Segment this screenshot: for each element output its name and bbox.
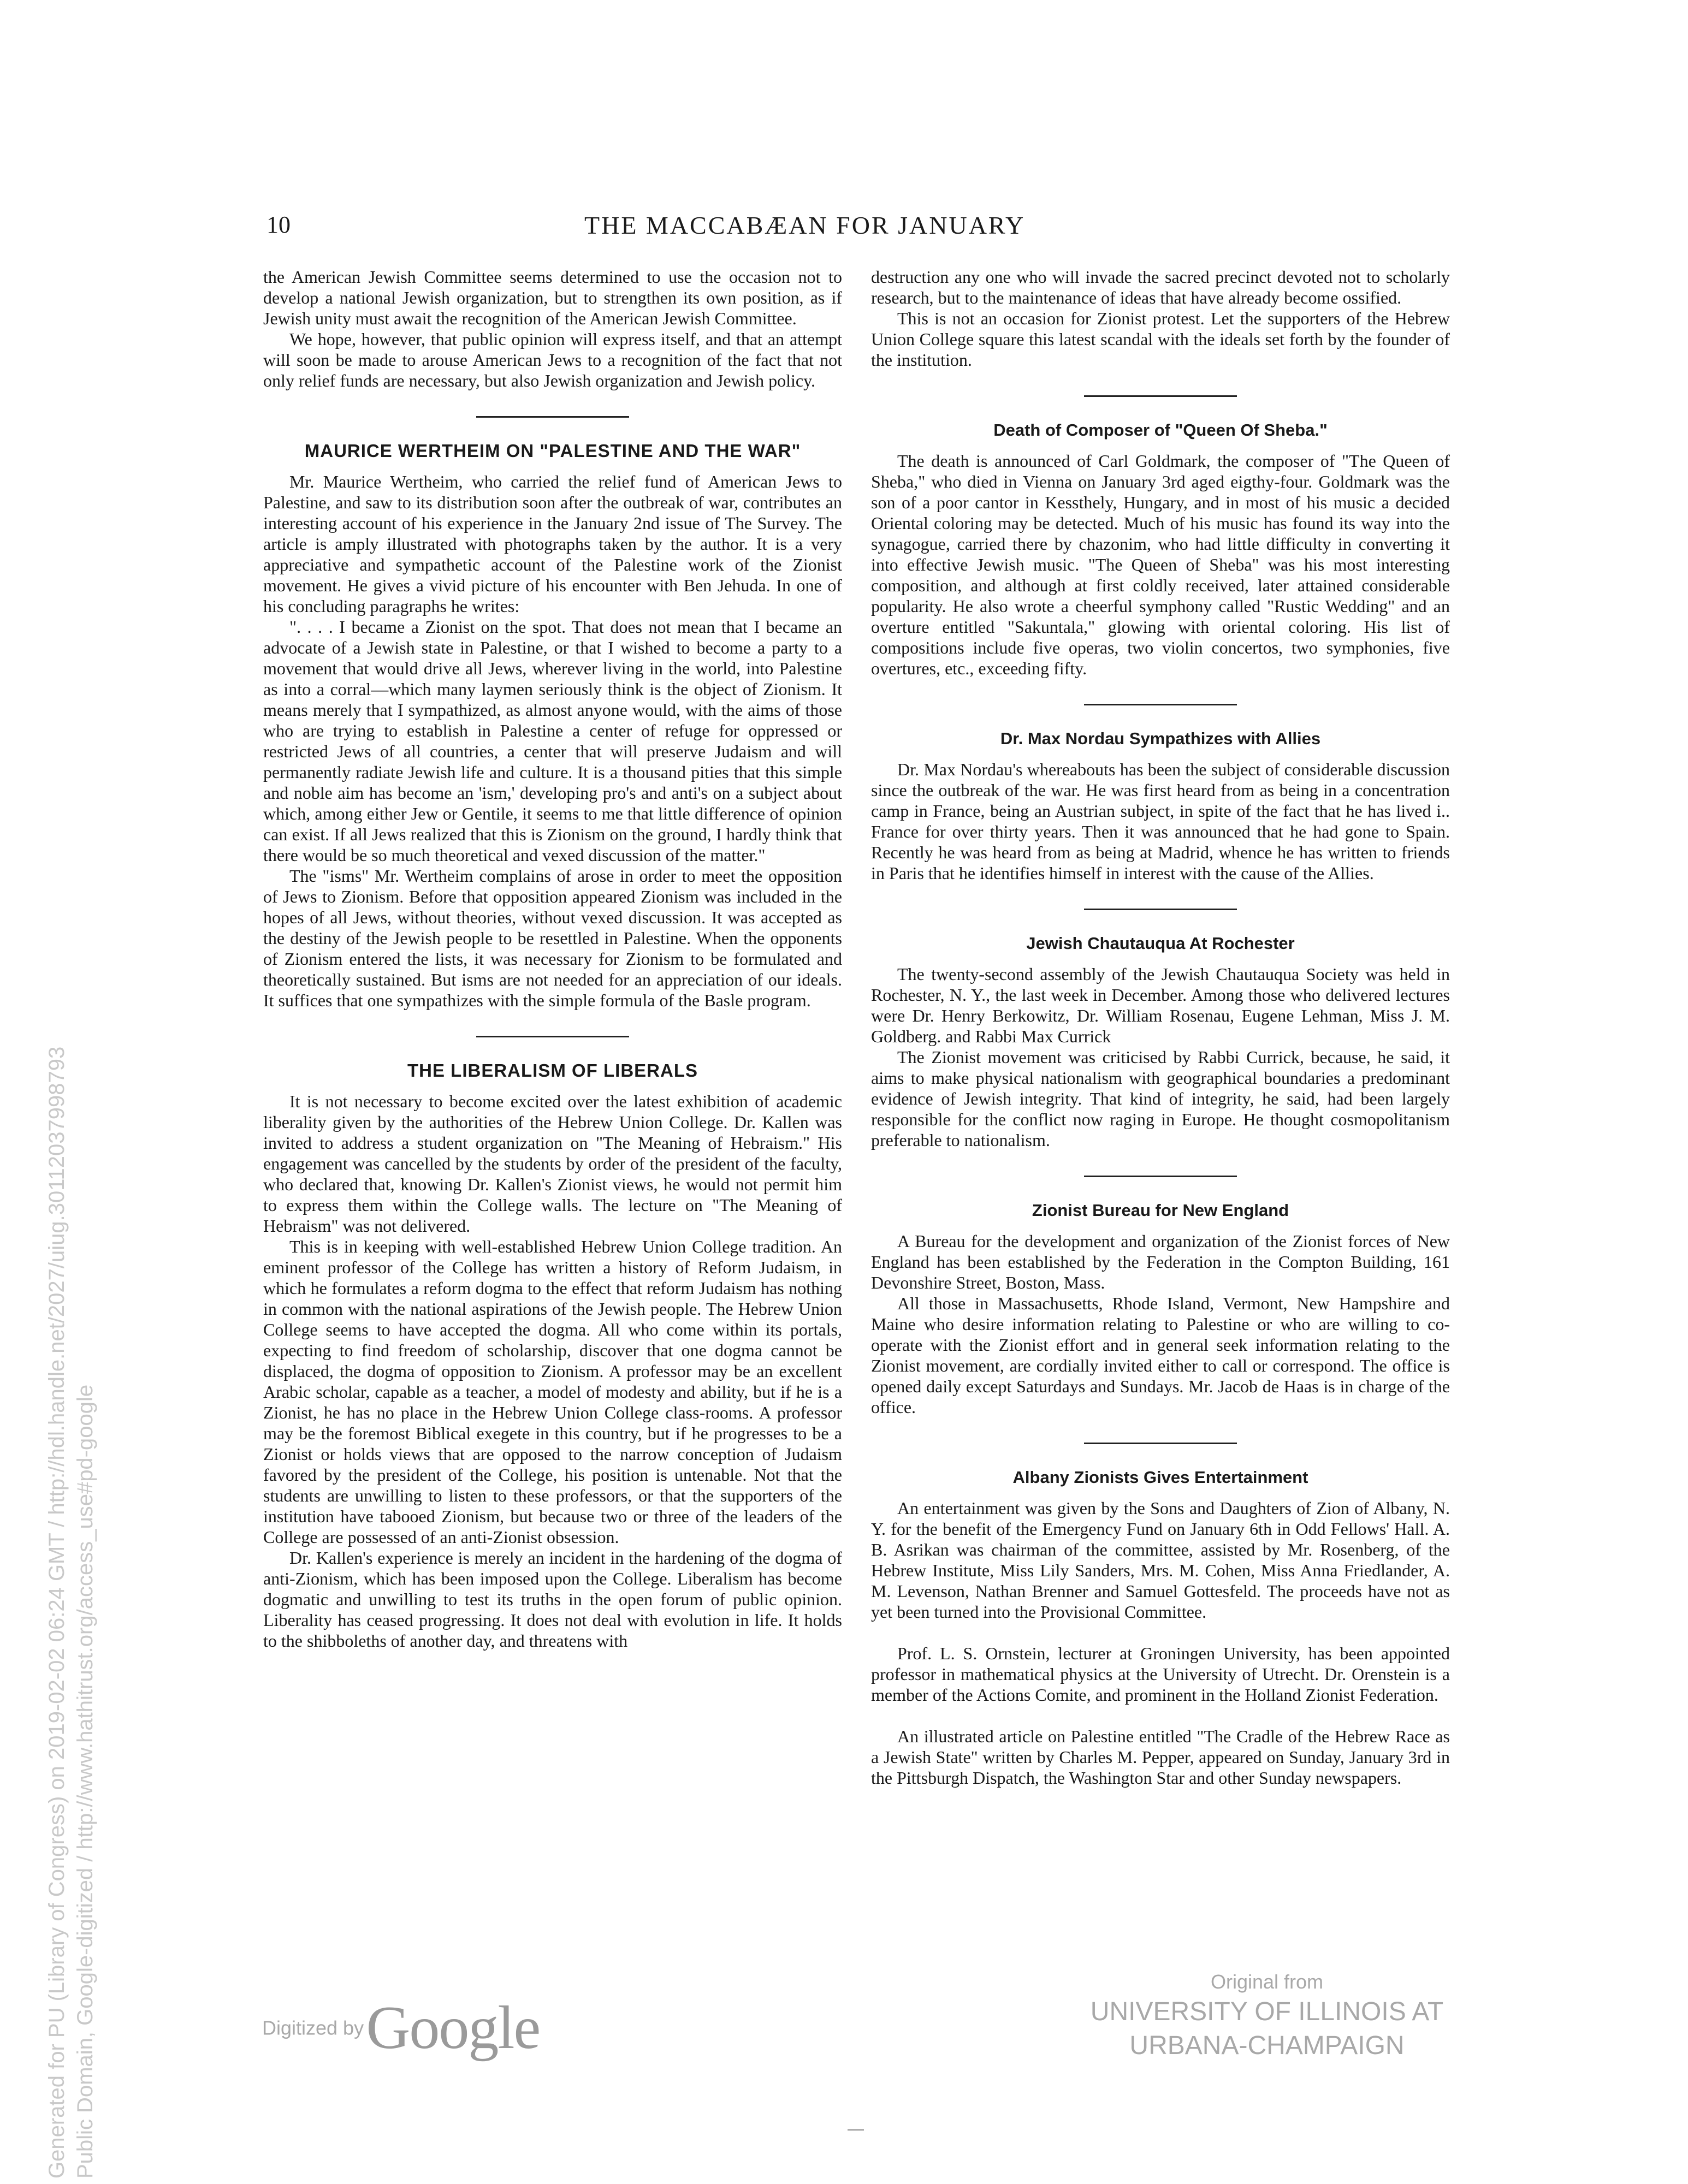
page-number: 10: [266, 211, 291, 238]
article-title-liberalism: THE LIBERALISM OF LIBERALS: [407, 1060, 698, 1081]
block-quote: ". . . . I became a Zionist on the spot. That does not mean that I became an advocate of a Jewish state in Palestine, or that I wished to become a party to a movement that would drive all Jews, wherever living in the world, into Palestine as into a corral—which many laymen seriously think is the object of Zionism. It means merely that I sympathized, as almost anyone would, with the aims of those who are trying to establish in Palestine a center of refuge for oppressed or restricted Jews of all countries, a center that will preserve Judaism and will permanently radiate Jewish life and culture. It is a thousand pities that this simple and noble aim has become an 'ism,' developing pro's and anti's on a subject about which, among either Jew or Gentile, it seems to me that little difference of opinion can exist. If all Jews realized that this is Zionism on the ground, I hardly think that there would be so much theoretical and vexed discussion of the matter.": [263, 617, 842, 865]
article-title-wertheim: MAURICE WERTHEIM ON "PALESTINE AND THE WAR": [304, 441, 801, 461]
spacer: [871, 1705, 1450, 1726]
original-from-watermark: [1059, 1969, 1474, 2063]
side-watermark-line-1: Generated for PU (Library of Congress) on 2019-02-02 06:24 GMT / http://hdl.handle.net/2027/uiug.30112037998793: [45, 1046, 69, 2179]
paragraph: An entertainment was given by the Sons and Daughters of Zion of Albany, N. Y. for the benefit of the Emergency Fund on January 6th in Odd Fellows' Hall. A. B. Asrikan was chairman of the committee, assisted by Mr. Rosenberg, of the Hebrew Institute, Miss Lily Sanders, Mrs. M. Cohen, Miss Anna Friedlander, A. M. Levenson, Nathan Brenner and Samuel Gottesfeld. The proceeds have not as yet been turned into the Provisional Committee.: [871, 1498, 1450, 1622]
paragraph: The "isms" Mr. Wertheim complains of arose in order to meet the opposition of Jews to Zionism. Before that opposition appeared Zionism was included in the hopes of all Jews, without theories, without vexed discussion. It was accepted as the destiny of the Jewish people to be resettled in Palestine. When the opponents of Zionism entered the lists, it was necessary for Zionism to be formulated and theoretically sustained. But isms are not needed for an appreciation of our ideals. It suffices that one sympathizes with the simple formula of the Basle program.: [263, 866, 842, 1010]
paragraph: Mr. Maurice Wertheim, who carried the relief fund of American Jews to Palestine, and saw to its distribution soon after the outbreak of war, contributes an interesting account of his experience in the January 2nd issue of The Survey. The article is amply illustrated with photographs taken by the author. It is a very appreciative and sympathetic account of the Palestine work of the Zionist movement. He gives a vivid picture of his encounter with Ben Jehuda. In one of his concluding paragraphs he writes:: [263, 472, 842, 616]
running-title: THE MACCABÆAN FOR JANUARY: [584, 211, 1026, 239]
news-item-pepper: An illustrated article on Palestine entitled "The Cradle of the Hebrew Race as a Jewish State" written by Charles M. Pepper, appeared on Sunday, January 3rd in the Pittsburgh Dispatch, the Washington Star and other Sunday newspapers.: [871, 1726, 1450, 1788]
university-line-2: URBANA-CHAMPAIGN: [1129, 2031, 1405, 2060]
side-watermark-line-2: Public Domain, Google-digitized / http://www.hathitrust.org/access_use#pd-google: [73, 1384, 97, 2179]
paragraph: Dr. Kallen's experience is merely an incident in the hardening of the dogma of anti-Zionism, which has been imposed upon the College. Liberalism has become dogmatic and unwilling to test its truths in the open forum of public opinion. Liberality has ceased progressing. It does not deal with evolution in life. It holds to the shibboleths of another day, and threatens with: [263, 1548, 842, 1651]
left-column: [263, 266, 842, 1651]
original-from-label: Original from: [1210, 1971, 1324, 1993]
article-title-bureau: Zionist Bureau for New England: [1032, 1201, 1289, 1220]
article-title-albany: Albany Zionists Gives Entertainment: [1012, 1468, 1308, 1487]
paragraph: It is not necessary to become excited over the latest exhibition of academic liberality given by the authorities of the Hebrew Union College. Dr. Kallen was invited to address a student organization on "The Meaning of Hebraism." His engagement was cancelled by the students by order of the president of the faculty, who declared that, knowing Dr. Kallen's Zionist views, he would not permit him to express them within the College walls. The lecture on "The Meaning of Hebraism" was not delivered.: [263, 1091, 842, 1236]
paragraph: We hope, however, that public opinion will express itself, and that an attempt will soon be made to arouse American Jews to a recognition of the fact that not only relief funds are necessary, but also Jewish organization and Jewish policy.: [263, 329, 842, 390]
section-divider: [1084, 909, 1237, 910]
paragraph: This is in keeping with well-established Hebrew Union College tradition. An eminent professor of the College has written a history of Reform Judaism, in which he formulates a reform dogma to the effect that reform Judaism has nothing in common with the national aspirations of the Jewish people. The Hebrew Union College seems to have accepted the dogma. All who come within its portals, expecting to find freedom of scholarship, discover that one dogma cannot be displaced, the dogma of opposition to Zionism. A professor may be an excellent Arabic scholar, capable as a teacher, a model of modesty and ability, but if he is a Zionist, he has no place in the Hebrew Union College class-rooms. A professor may be the foremost Biblical exegete in this country, but if he progresses to be a Zionist or holds views that are opposed to the narrow conception of Judaism favored by the president of the College, his position is untenable. Not that the students are unwilling to listen to these professors, or that the supporters of the institution have tabooed Zionism, but because two or three of the leaders of the College are possessed of an anti-Zionist obsession.: [263, 1237, 842, 1547]
article-title-nordau: Dr. Max Nordau Sympathizes with Allies: [1000, 729, 1321, 748]
paragraph: This is not an occasion for Zionist protest. Let the supporters of the Hebrew Union College square this latest scandal with the ideals set forth by the founder of the institution.: [871, 308, 1450, 370]
paragraph: The twenty-second assembly of the Jewish Chautauqua Society was held in Rochester, N. Y., the last week in December. Among those who delivered lectures were Dr. Henry Berkowitz, Dr. William Rosenau, Eugene Lehman, Miss J. M. Goldberg. and Rabbi Max Currick: [871, 964, 1450, 1046]
article-title-goldmark: Death of Composer of "Queen Of Sheba.": [993, 420, 1328, 440]
spacer: [871, 1622, 1450, 1643]
section-divider: [1084, 1443, 1237, 1444]
section-divider: [1084, 1176, 1237, 1177]
section-divider: [1084, 395, 1237, 397]
right-column: [871, 266, 1450, 1788]
paragraph: destruction any one who will invade the sacred precinct devoted not to scholarly research, but to the maintenance of ideas that have already become ossified.: [871, 267, 1450, 307]
section-divider: [1084, 704, 1237, 705]
university-line-1: UNIVERSITY OF ILLINOIS AT: [1090, 1997, 1444, 2026]
article-title-chautauqua: Jewish Chautauqua At Rochester: [1026, 934, 1295, 953]
news-item-ornstein: Prof. L. S. Ornstein, lecturer at Groningen University, has been appointed professor in mathematical physics at the University of Utrecht. Dr. Orenstein is a member of the Actions Comite, and prominent in the Holland Zionist Federation.: [871, 1643, 1450, 1705]
paragraph: A Bureau for the development and organization of the Zionist forces of New England has been established by the Federation in the Compton Building, 161 Devonshire Street, Boston, Mass.: [871, 1231, 1450, 1292]
section-divider: [476, 1036, 629, 1037]
paragraph: The Zionist movement was criticised by Rabbi Currick, because, he said, it aims to make physical nationalism with geographical boundaries a predominant evidence of Jewish integrity. That kind of integrity, he said, had been largely responsible for the conflict now raging in Europe. He thought cosmopolitanism preferable to nationalism.: [871, 1047, 1450, 1150]
paragraph: The death is announced of Carl Goldmark, the composer of "The Queen of Sheba," who died in Vienna on January 3rd aged eigthy-four. Goldmark was the son of a poor cantor in Kessthely, Hungary, and in most of his music a decided Oriental coloring may be detected. Much of his music has found its way into the synagogue, carried there by chazonim, who had little difficulty in converting it into effective Jewish music. "The Queen of Sheba" was his most interesting composition, and although at first coldly received, later attained considerable popularity. He also wrote a cheerful symphony called "Rustic Wedding" and an overture entitled "Sakuntala," glowing with oriental coloring. His list of compositions include five operas, two violin concertos, two symphonies, five overtures, etc., exceeding fifty.: [871, 451, 1450, 678]
google-watermark: [262, 1993, 540, 2063]
side-watermark: [43, 213, 99, 2179]
paragraph: the American Jewish Committee seems determined to use the occasion not to develop a national Jewish organization, but to strengthen its own position, as if Jewish unity must await the recognition of the American Jewish Committee.: [263, 267, 842, 328]
google-logo: Google: [366, 1994, 540, 2062]
section-divider: [476, 416, 629, 418]
paragraph: All those in Massachusetts, Rhode Island, Vermont, New Hampshire and Maine who desire information relating to Palestine or who are willing to co-operate with the Zionist effort and in general seek information relating to the Zionist movement, are cordially invited either to call or correspond. The office is opened daily except Saturdays and Sundays. Mr. Jacob de Haas is in charge of the office.: [871, 1293, 1450, 1417]
digitized-by-label: Digitized by: [262, 2016, 364, 2039]
paragraph: Dr. Max Nordau's whereabouts has been the subject of considerable discussion since the outbreak of the war. He was first heard from as being in a concentration camp in France, being an Austrian subject, in spite of the fact that he has lived i.. France for over thirty years. Then it was announced that he had gone to Spain. Recently he was heard from as being at Madrid, whence he has written to friends in Paris that he identifies himself in interest with the cause of the Allies.: [871, 759, 1450, 883]
footer-mark: [848, 2129, 864, 2130]
